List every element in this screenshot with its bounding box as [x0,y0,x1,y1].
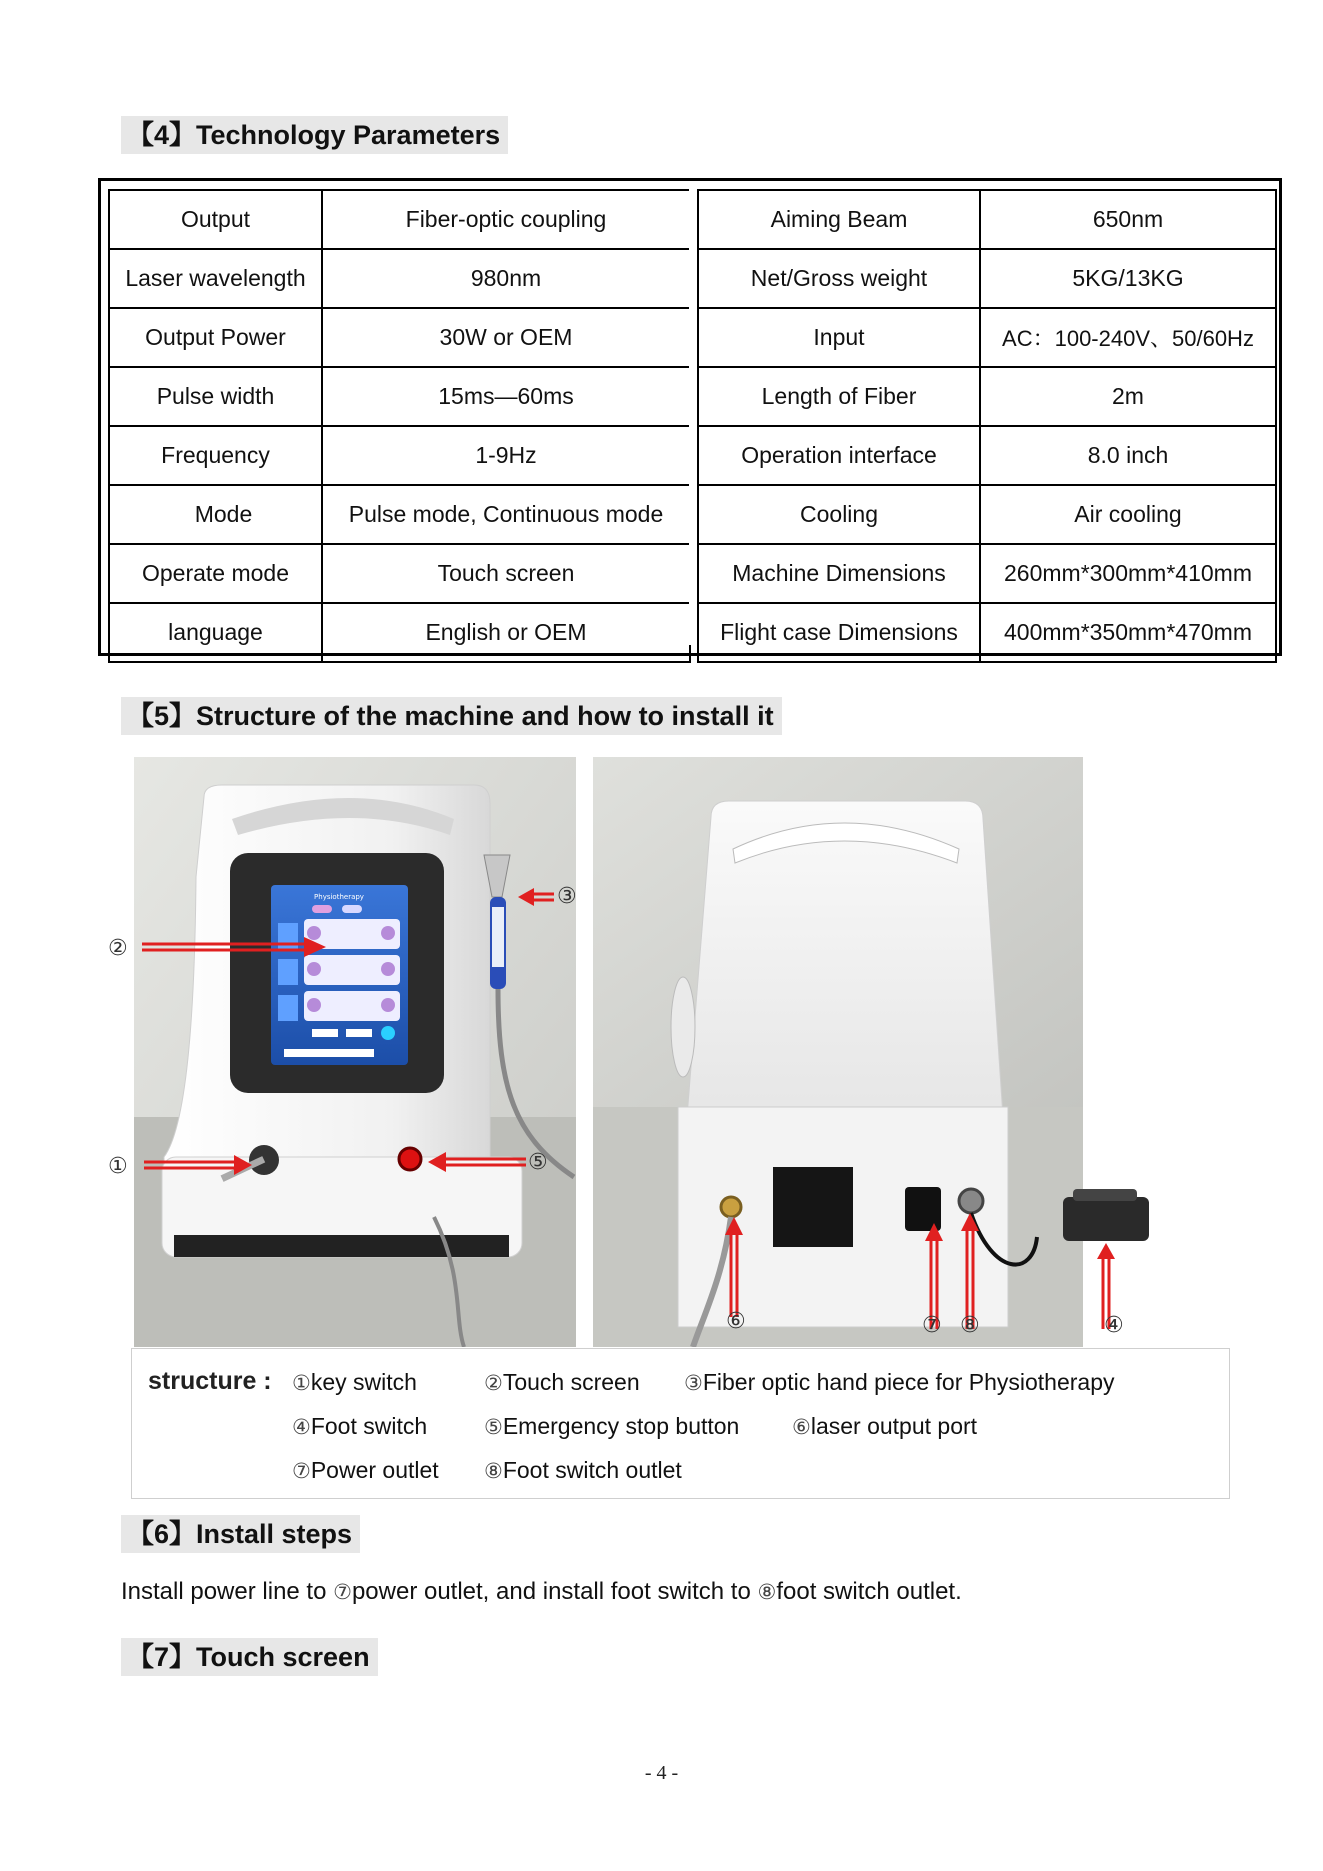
install-number: ⑧ [757,1580,777,1604]
spec-value: 1-9Hz [322,426,690,485]
legend-item [684,1369,1115,1396]
spec-label: Output Power [109,308,322,367]
spec-label: Input [698,308,980,367]
legend-item [484,1457,682,1484]
legend-item [292,1369,417,1396]
install-text-part: foot switch outlet. [776,1578,962,1605]
spec-value: Fiber-optic coupling [322,190,690,249]
spec-label: Frequency [109,426,322,485]
machine-back-photo [593,757,1171,1347]
callout-1: ① [108,1154,128,1179]
legend-number: ② [484,1371,503,1395]
table-row [698,308,1276,367]
table-row [109,485,690,544]
spec-value: 5KG/13KG [980,249,1276,308]
spec-value: 15ms—60ms [322,367,690,426]
section-title-touch-screen: 【7】Touch screen [121,1638,378,1676]
machine-back-illustration [593,757,1171,1347]
legend-text: Fiber optic hand piece for Physiotherapy [702,1369,1115,1395]
section-title-technology-parameters: 【4】Technology Parameters [121,116,508,154]
legend-item [484,1413,739,1440]
spec-label: Laser wavelength [109,249,322,308]
callout-4: ④ [1104,1313,1124,1338]
spec-value: 980nm [322,249,690,308]
table-row [698,603,1276,662]
spec-label: Cooling [698,485,980,544]
spec-table-divider [689,189,697,645]
legend-number: ⑤ [484,1415,503,1439]
structure-label: structure : [148,1367,272,1395]
legend-item [484,1369,640,1396]
legend-text: Foot switch [310,1413,428,1439]
callout-5: ⑤ [528,1150,548,1175]
table-row [109,308,690,367]
legend-text: Touch screen [502,1369,640,1395]
table-row [109,544,690,603]
spec-value: 30W or OEM [322,308,690,367]
spec-label: Machine Dimensions [698,544,980,603]
table-row [698,544,1276,603]
spec-label: Operate mode [109,544,322,603]
legend-number: ⑥ [792,1415,811,1439]
section-title-install-steps: 【6】Install steps [121,1515,360,1553]
spec-value: Pulse mode, Continuous mode [322,485,690,544]
spec-table-left [108,189,691,663]
structure-legend [131,1348,1230,1499]
spec-label: Length of Fiber [698,367,980,426]
spec-table [98,178,1282,656]
callout-3: ③ [557,884,577,909]
spec-value: Air cooling [980,485,1276,544]
table-row [698,426,1276,485]
legend-text: Power outlet [310,1457,439,1483]
legend-number: ③ [684,1371,703,1395]
legend-item [792,1413,977,1440]
table-row [109,603,690,662]
table-row [109,426,690,485]
table-row [109,249,690,308]
table-row [698,249,1276,308]
table-row [109,190,690,249]
legend-text: Foot switch outlet [502,1457,682,1483]
spec-value: 400mm*350mm*470mm [980,603,1276,662]
legend-number: ① [292,1371,311,1395]
spec-value: 2m [980,367,1276,426]
callout-6: ⑥ [726,1309,746,1334]
legend-text: key switch [310,1369,417,1395]
page-number: - 4 - [644,1762,679,1784]
machine-front-illustration [134,757,576,1347]
screen-title: Physiotherapy [314,893,364,901]
install-instructions [121,1578,962,1606]
spec-value: English or OEM [322,603,690,662]
spec-label: Pulse width [109,367,322,426]
install-text-part: power outlet, and install foot switch to [351,1578,758,1605]
legend-number: ⑦ [292,1459,311,1483]
spec-label: Aiming Beam [698,190,980,249]
legend-item [292,1413,427,1440]
spec-label: Net/Gross weight [698,249,980,308]
spec-table-right [697,189,1277,663]
legend-number: ⑧ [484,1459,503,1483]
spec-label: Output [109,190,322,249]
spec-label: Operation interface [698,426,980,485]
table-row [698,190,1276,249]
spec-value: 8.0 inch [980,426,1276,485]
install-number: ⑦ [333,1580,352,1604]
callout-8: ⑧ [960,1313,980,1338]
callout-2: ② [108,936,128,961]
spec-value: 260mm*300mm*410mm [980,544,1276,603]
spec-label: Flight case Dimensions [698,603,980,662]
legend-text: laser output port [810,1413,978,1439]
spec-label: language [109,603,322,662]
section-title-structure: 【5】Structure of the machine and how to install it [121,697,782,735]
machine-front-photo [134,757,576,1347]
legend-item [292,1457,439,1484]
spec-value: AC：100-240V、50/60Hz [980,308,1276,367]
table-row [698,485,1276,544]
table-row [698,367,1276,426]
legend-text: Emergency stop button [502,1413,740,1439]
spec-label: Mode [109,485,322,544]
spec-value: 650nm [980,190,1276,249]
legend-number: ④ [292,1415,311,1439]
table-row [109,367,690,426]
callout-7: ⑦ [922,1313,942,1338]
spec-value: Touch screen [322,544,690,603]
install-text-part: Install power line to [121,1578,334,1605]
